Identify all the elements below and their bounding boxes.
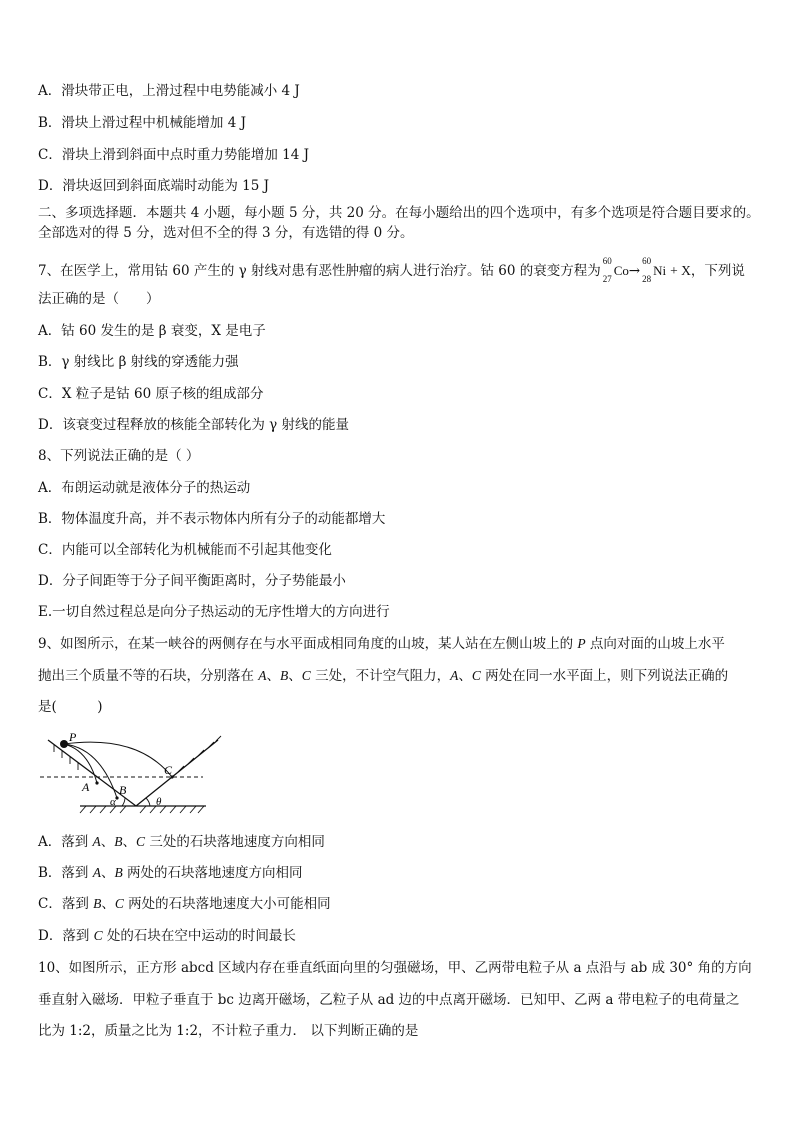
nickel-nuclide: 60 28 Ni bbox=[642, 256, 667, 284]
q9-option-d: D．落到 C 处的石块在空中运动的时间最长 bbox=[38, 928, 296, 944]
q7-stem-tail: ，下列说 bbox=[690, 263, 745, 279]
q7-option-c: C．X 粒子是钴 60 原子核的组成部分 bbox=[38, 386, 264, 402]
label-c: C bbox=[164, 763, 173, 777]
q9-option-a: A．落到 A、B、C 三处的石块落地速度方向相同 bbox=[38, 834, 325, 850]
canyon-figure bbox=[38, 726, 228, 816]
q8-option-c: C．内能可以全部转化为机械能而不引起其他变化 bbox=[38, 542, 332, 558]
label-theta: θ bbox=[156, 796, 162, 808]
q6-option-c: C．滑块上滑到斜面中点时重力势能增加 14 J bbox=[38, 147, 310, 163]
label-b: B bbox=[119, 783, 127, 797]
q9-stem-line2: 抛出三个质量不等的石块，分别落在 A、B、C 三处，不计空气阻力，A、C 两处在同一水平面上，则下列说法正确的 bbox=[38, 668, 729, 684]
q6-option-b: B．滑块上滑过程中机械能增加 4 J bbox=[38, 115, 247, 131]
q8-option-a: A．布朗运动就是液体分子的热运动 bbox=[38, 480, 251, 496]
q8-option-b: B．物体温度升高，并不表示物体内所有分子的动能都增大 bbox=[38, 511, 386, 527]
q7-stem bbox=[38, 256, 745, 284]
q8-option-e: E.一切自然过程总是向分子热运动的无序性增大的方向进行 bbox=[38, 604, 390, 620]
q9-option-b: B．落到 A、B 两处的石块落地速度方向相同 bbox=[38, 865, 303, 881]
label-a: A bbox=[82, 780, 90, 794]
q6-option-a: A．滑块带正电，上滑过程中电势能减小 4 J bbox=[38, 83, 300, 99]
q9-option-c: C．落到 B、C 两处的石块落地速度大小可能相同 bbox=[38, 896, 331, 912]
q9-stem-line1: 9、如图所示，在某一峡谷的两侧存在与水平面成相同角度的山坡，某人站在左侧山坡上的 P 点向对面的山坡上水平 bbox=[38, 636, 725, 652]
q9-stem-line3: 是( ) bbox=[38, 699, 103, 715]
equation-plus-x: + X bbox=[670, 263, 691, 278]
decay-arrow: → bbox=[628, 263, 641, 279]
q10-stem-line2: 垂直射入磁场．甲粒子垂直于 bc 边离开磁场，乙粒子从 ad 边的中点离开磁场．已知甲、乙两 a 带电粒子的电荷量之 bbox=[38, 992, 740, 1008]
q7-stem-continued: 法正确的是（ ） bbox=[38, 291, 160, 307]
q10-stem-line3: 比为 1:2，质量之比为 1:2，不计粒子重力． 以下判断正确的是 bbox=[38, 1023, 419, 1039]
section2-heading-line2: 全部选对的得 5 分，选对但不全的得 3 分，有选错的得 0 分。 bbox=[38, 225, 414, 241]
q7-stem-text: 7、在医学上，常用钴 60 产生的 γ 射线对患有恶性肿瘤的病人进行治疗。钴 60 的衰变方程为 bbox=[38, 263, 601, 279]
cobalt-nuclide: 60 27 Co bbox=[602, 256, 629, 284]
q7-option-b: B．γ 射线比 β 射线的穿透能力强 bbox=[38, 354, 239, 370]
q6-option-d: D．滑块返回到斜面底端时动能为 15 J bbox=[38, 178, 269, 194]
label-p: P bbox=[69, 730, 77, 744]
label-alpha: α bbox=[110, 796, 116, 808]
q7-option-d: D．该衰变过程释放的核能全部转化为 γ 射线的能量 bbox=[38, 417, 349, 433]
q10-stem-line1: 10、如图所示，正方形 abcd 区域内存在垂直纸面向里的匀强磁场，甲、乙两带电粒子从 a 点沿与 ab 成 30° 角的方向 bbox=[38, 960, 752, 976]
q7-option-a: A．钴 60 发生的是 β 衰变，X 是电子 bbox=[38, 323, 266, 339]
q8-stem: 8、下列说法正确的是（ ） bbox=[38, 448, 200, 464]
q8-option-d: D．分子间距等于分子间平衡距离时，分子势能最小 bbox=[38, 573, 346, 589]
section2-heading-line1: 二、多项选择题．本题共 4 小题，每小题 5 分，共 20 分。在每小题给出的四个选项中，有多个选项是符合题目要求的。 bbox=[38, 205, 760, 221]
